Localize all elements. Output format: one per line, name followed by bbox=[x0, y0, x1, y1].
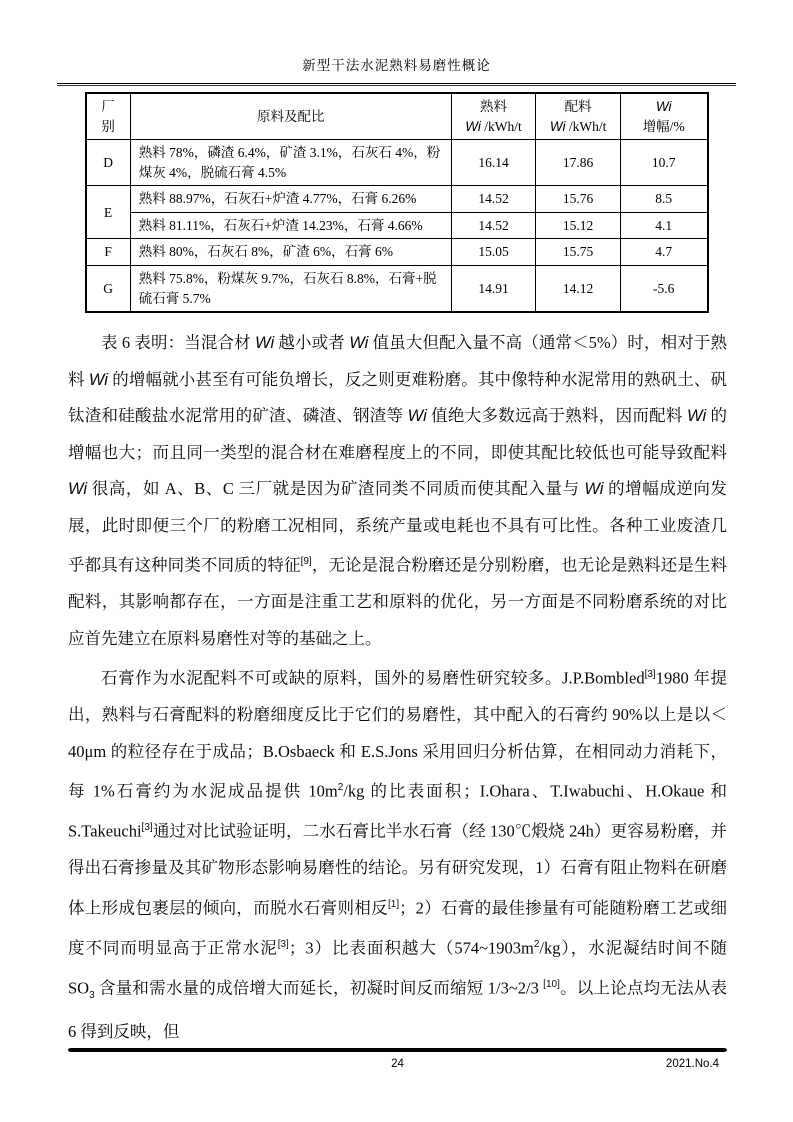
mix-cell: 熟料 81.11%，石灰石+炉渣 14.23%，石膏 4.66% bbox=[130, 212, 451, 239]
table-header-row bbox=[86, 93, 708, 140]
wi-increase-cell: 10.7 bbox=[620, 140, 707, 186]
mix-cell: 熟料 78%，磷渣 6.4%，矿渣 3.1%，石灰石 4%，粉煤灰 4%，脱硫石膏 4.5% bbox=[130, 140, 451, 186]
table-row bbox=[86, 212, 708, 239]
mix-ratio-table bbox=[85, 92, 709, 313]
wi-increase-cell: -5.6 bbox=[620, 265, 707, 312]
header-rule bbox=[57, 83, 736, 86]
clinker-wi-cell: 14.52 bbox=[451, 212, 536, 239]
clinker-wi-cell: 14.52 bbox=[451, 186, 536, 213]
issue-label: 2021.No.4 bbox=[665, 1058, 719, 1070]
blend-col-header: 配料 Wi /kWh/t bbox=[536, 93, 621, 140]
table-row bbox=[86, 186, 708, 213]
blend-wi-cell: 17.86 bbox=[536, 140, 621, 186]
wi-increase-cell: 8.5 bbox=[620, 186, 707, 213]
mix-cell: 熟料 88.97%，石灰石+炉渣 4.77%，石膏 6.26% bbox=[130, 186, 451, 213]
plant-cell: E bbox=[86, 186, 131, 239]
wi-increase-cell: 4.1 bbox=[620, 212, 707, 239]
blend-wi-cell: 14.12 bbox=[536, 265, 621, 312]
blend-wi-cell: 15.12 bbox=[536, 212, 621, 239]
mix-cell: 熟料 80%，石灰石 8%，矿渣 6%，石膏 6% bbox=[130, 239, 451, 266]
footer-rule bbox=[68, 1048, 727, 1052]
plant-cell: F bbox=[86, 239, 131, 266]
page-footer bbox=[68, 1058, 727, 1076]
plant-cell: G bbox=[86, 265, 131, 312]
page-number: 24 bbox=[391, 1058, 404, 1070]
table-row bbox=[86, 140, 708, 186]
blend-wi-cell: 15.76 bbox=[536, 186, 621, 213]
table-body bbox=[86, 140, 708, 312]
clinker-wi-cell: 15.05 bbox=[451, 239, 536, 266]
increase-col-header: Wi 增幅/% bbox=[620, 93, 707, 140]
wi-increase-cell: 4.7 bbox=[620, 239, 707, 266]
clinker-wi-cell: 14.91 bbox=[451, 265, 536, 312]
table-row bbox=[86, 239, 708, 266]
plant-col-header: 厂 别 bbox=[86, 93, 131, 140]
mix-cell: 熟料 75.8%，粉煤灰 9.7%，石灰石 8.8%，石膏+脱硫石膏 5.7% bbox=[130, 265, 451, 312]
page-header-title: 新型干法水泥熟料易磨性概论 bbox=[302, 58, 491, 73]
clinker-wi-cell: 16.14 bbox=[451, 140, 536, 186]
plant-cell: D bbox=[86, 140, 131, 186]
body-paragraph: 石膏作为水泥配料不可或缺的原料，国外的易磨性研究较多。J.P.Bombled[3]1980 年提出，熟料与石膏配料的粉磨细度反比于它们的易磨性，其中配入的石膏约 90%以上是以＜40μm 的粒径存在于成品；B.Osbaeck 和 E.S.Jons 采用回归分析估算，在相同动力消耗下，每 1%石膏约为水泥成品提供 $10m^2/kg$ 的比表面积；I.Ohara、T.Iwabuchi、H.Okaue 和 S.Takeuchi[3]通过对比试验证明，二水石膏比半水石膏（经 130℃煅烧 24h）更容易粉磨，并得出石膏掺量及其矿物形态影响易磨性的结论。另有研究发现，1）石膏有阻止物料在研磨体上形成包裹层的倾向，而脱水石膏则相反[1]；2）石膏的最佳掺量有可能随粉磨工艺或细度不同而明显高于正常水泥[3]；3）比表面积越大$(574\sim 1903m^2/kg)$，水泥凝结时间不随 $SO_3$ 含量和需水量的成倍增大而延长，初凝时间反而缩短 1/3~2/3 [10]。以上论点均无法从表 6 得到反映，但 bbox=[68, 668, 728, 1041]
body-text bbox=[68, 325, 727, 1050]
body-paragraph: 表 6 表明：当混合材 Wi 越小或者 Wi 值虽大但配入量不高（通常＜5%）时，相对于熟料 Wi 的增幅就小甚至有可能负增长，反之则更难粉磨。其中像特种水泥常用的熟矾土、矾钛渣和硅酸盐水泥常用的矿渣、磷渣、钢渣等 Wi 值绝大多数远高于熟料，因而配料 Wi 的增幅也大；而且同一类型的混合材在难磨程度上的不同，即使其配比较低也可能导致配料 Wi 很高，如 A、B、C 三厂就是因为矿渣同类不同质而使其配入量与 Wi 的增幅成逆向发展，此时即便三个厂的粉磨工况相同，系统产量或电耗也不具有可比性。各种工业废渣几乎都具有这种同类不同质的特征[9]，无论是混合粉磨还是分别粉磨，也无论是熟料还是生料配料，其影响都存在，一方面是注重工艺和原料的优化，另一方面是不同粉磨系统的对比应首先建立在原料易磨性对等的基础之上。 bbox=[68, 333, 728, 648]
table-row bbox=[86, 265, 708, 312]
blend-wi-cell: 15.75 bbox=[536, 239, 621, 266]
mix-col-header: 原料及配比 bbox=[130, 93, 451, 140]
clinker-col-header: 熟料 Wi /kWh/t bbox=[451, 93, 536, 140]
